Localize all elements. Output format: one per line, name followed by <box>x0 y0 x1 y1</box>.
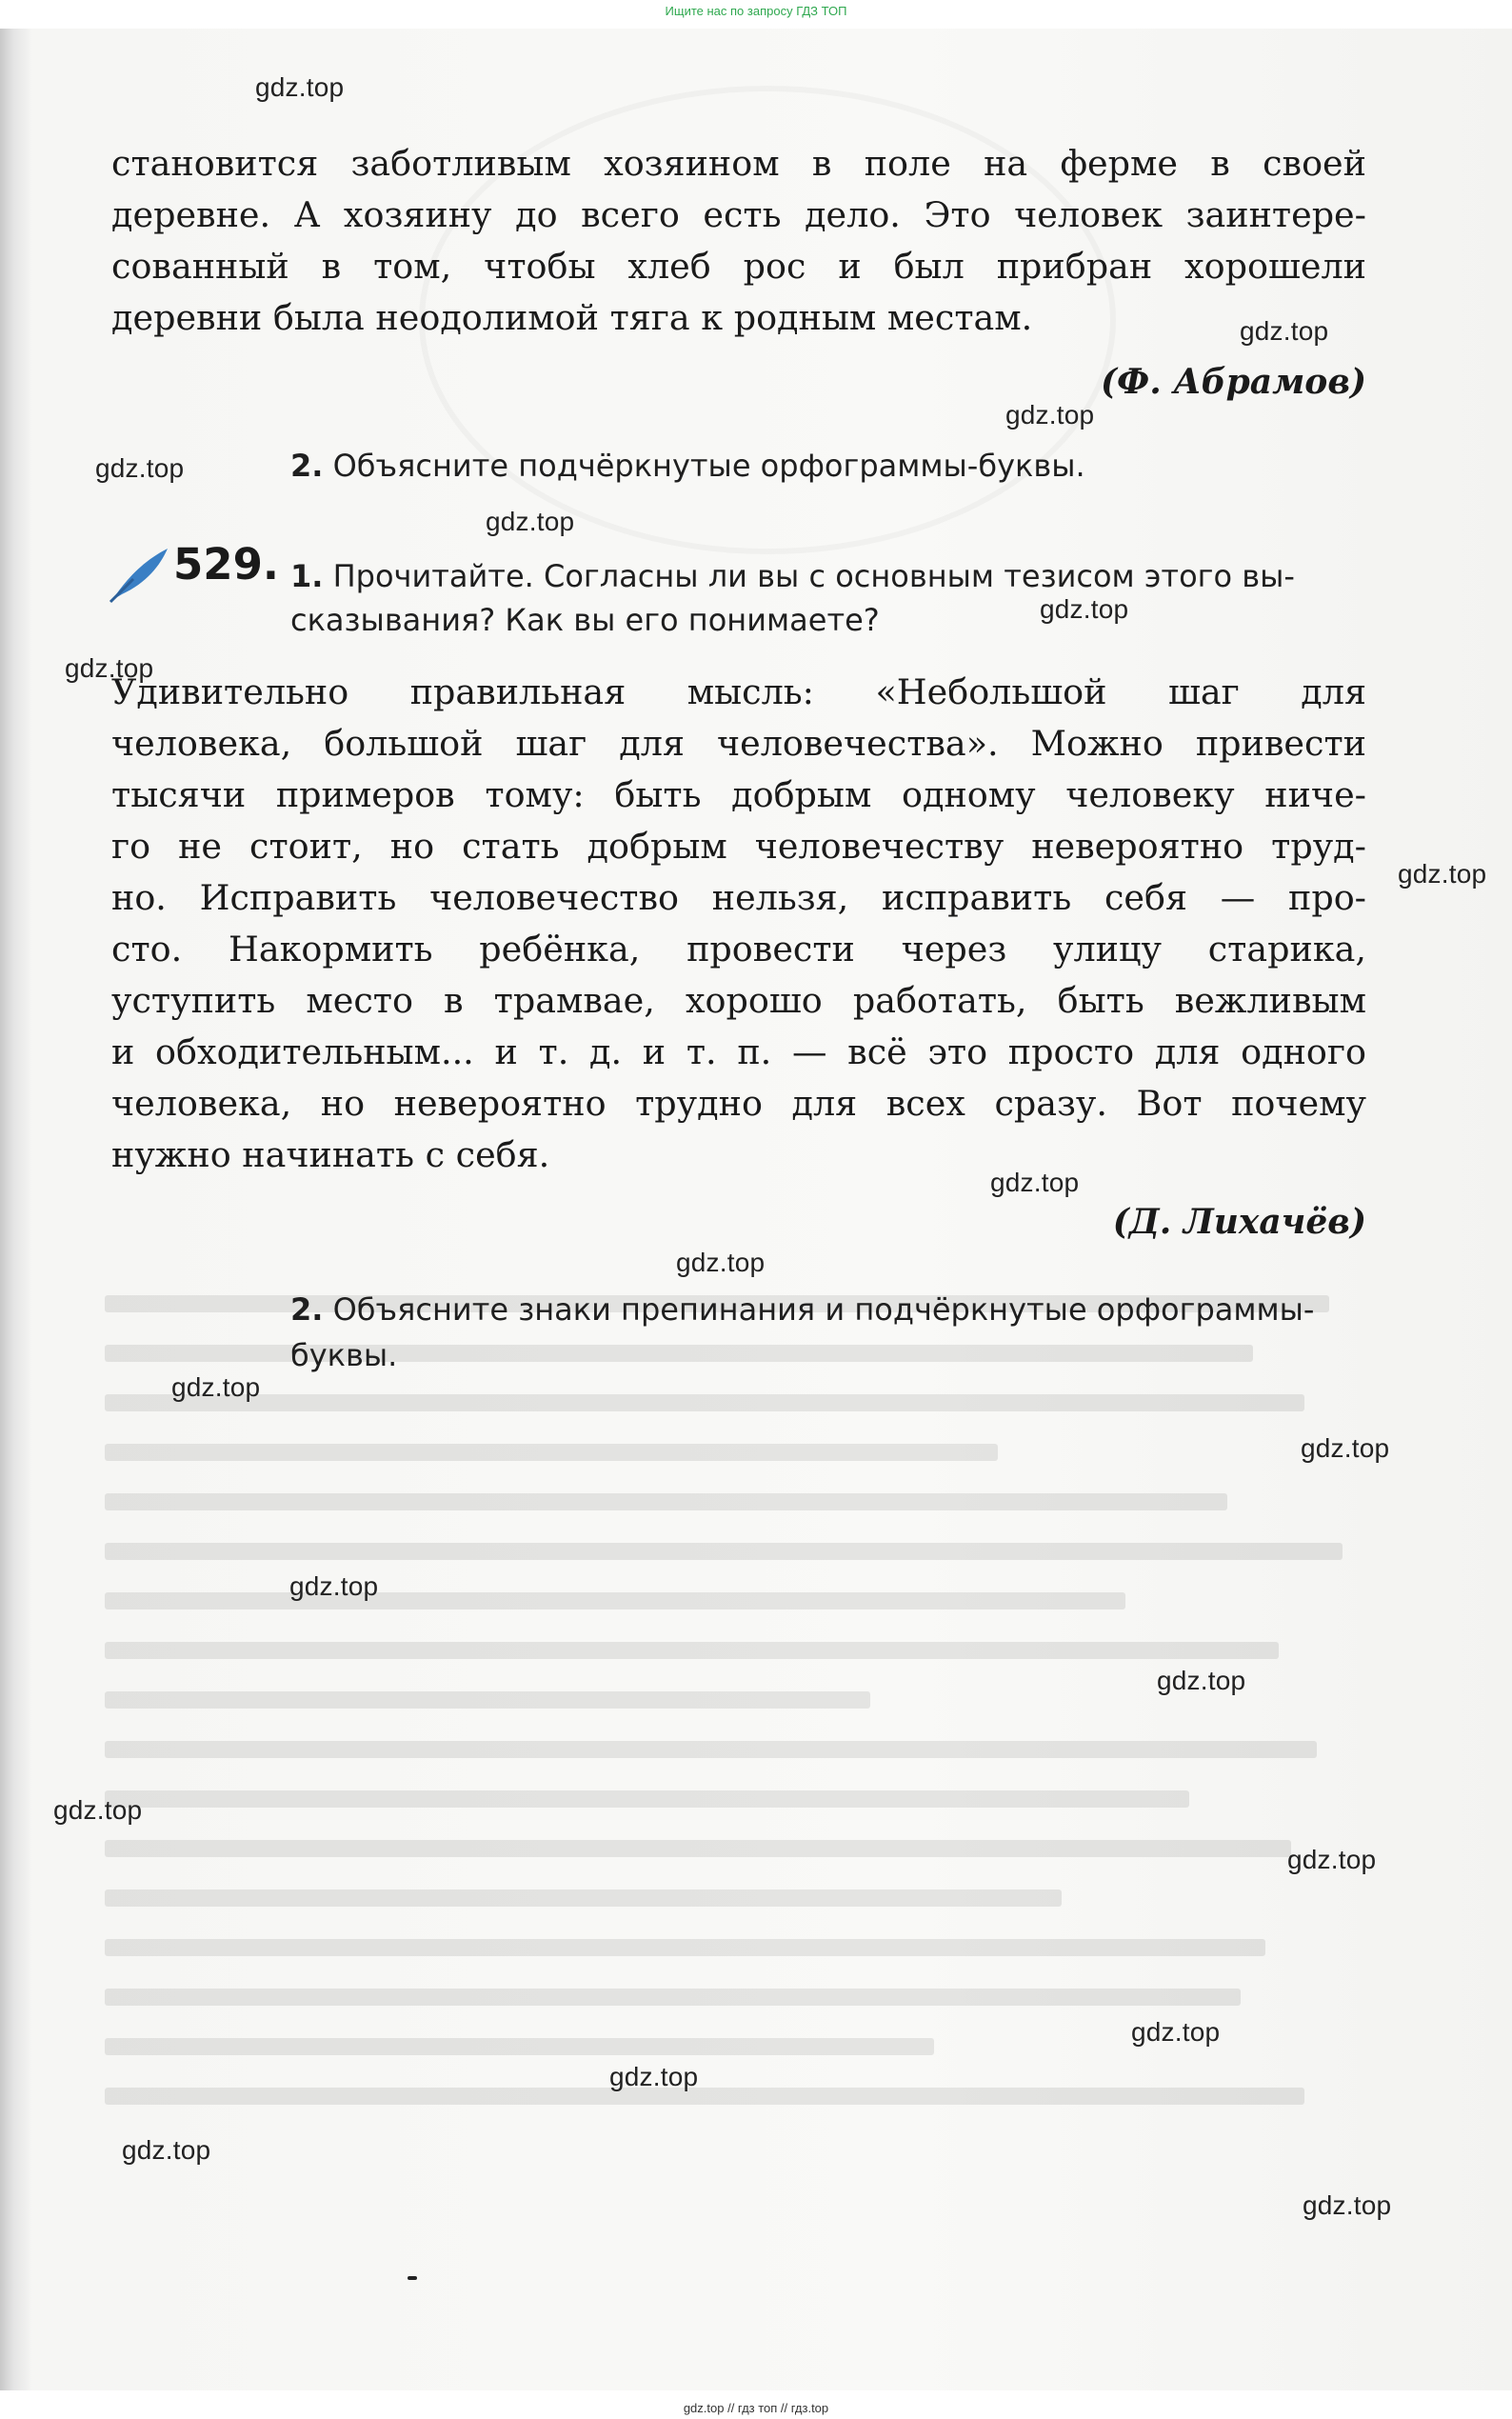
watermark: gdz.top <box>171 1372 261 1402</box>
watermark: gdz.top <box>289 1571 379 1601</box>
text-line: тысячи примеров тому: быть добрым одному человеку ниче- <box>111 774 1366 815</box>
watermark: gdz.top <box>609 2062 699 2091</box>
watermark: gdz.top <box>1303 2190 1392 2220</box>
text-line: нужно начинать с себя. <box>111 1134 550 1175</box>
watermark: gdz.top <box>990 1168 1080 1197</box>
watermark: gdz.top <box>1240 316 1329 346</box>
text-line: но. Исправить человечество нельзя, исправить себя — про- <box>111 877 1366 918</box>
task-529-1-line: сказывания? Как вы его понимаете? <box>290 602 880 638</box>
author-likhachev: (Д. Лихачёв) <box>1112 1202 1366 1242</box>
bleed-through-text <box>105 1295 1381 2200</box>
author-abramov: (Ф. Абрамов) <box>1101 362 1366 402</box>
task-number: 2. <box>290 1291 324 1328</box>
task-528-2 <box>290 448 1085 484</box>
exercise-number: 529. <box>173 539 280 590</box>
text-line: и обходительным... и т. д. и т. п. — всё это просто для одного <box>111 1031 1366 1072</box>
text-line: Удивительно правильная мысль: «Небольшой шаг для <box>111 671 1366 712</box>
text-line: человека, большой шаг для человечества». Можно привести <box>111 723 1366 764</box>
task-number: 2. <box>290 448 324 484</box>
watermark: gdz.top <box>676 1248 766 1277</box>
watermark: gdz.top <box>255 72 345 102</box>
text-line: уступить место в трамвае, хорошо работать, быть вежливым <box>111 980 1366 1021</box>
text-line: деревне. А хозяину до всего есть дело. Это человек заинтере- <box>111 194 1366 235</box>
watermark: gdz.top <box>95 453 185 483</box>
feather-icon <box>105 545 171 604</box>
text-line: сованный в том, чтобы хлеб рос и был прибран хорошели <box>111 246 1366 287</box>
print-speck <box>408 2276 417 2280</box>
task-529-1-line <box>290 558 1295 594</box>
task-529-2-line: буквы. <box>290 1337 398 1373</box>
task-number: 1. <box>290 558 324 594</box>
watermark: gdz.top <box>1398 859 1487 889</box>
watermark: gdz.top <box>1040 594 1129 624</box>
task-529-2-line <box>290 1291 1314 1328</box>
text-line: человека, но невероятно трудно для всех сразу. Вот почему <box>111 1083 1366 1124</box>
task-text: Объясните знаки препинания и подчёркнутые орфограммы- <box>332 1291 1315 1328</box>
top-banner[interactable]: Ищите нас по запросу ГДЗ ТОП <box>665 4 847 18</box>
watermark: gdz.top <box>1301 1433 1390 1463</box>
watermark: gdz.top <box>1005 400 1095 430</box>
watermark: gdz.top <box>122 2135 211 2165</box>
watermark: gdz.top <box>1157 1666 1246 1695</box>
task-text: Прочитайте. Согласны ли вы с основным тезисом этого вы- <box>332 558 1295 594</box>
text-line: становится заботливым хозяином в поле на ферме в своей <box>111 143 1366 184</box>
watermark: gdz.top <box>1131 2017 1221 2047</box>
text-line: сто. Накормить ребёнка, провести через улицу старика, <box>111 929 1366 970</box>
text-line: го не стоит, но стать добрым человечеству невероятно труд- <box>111 826 1366 867</box>
text-line: деревни была неодолимой тяга к родным местам. <box>111 297 1033 338</box>
task-text: Объясните подчёркнутые орфограммы-буквы. <box>332 448 1085 484</box>
watermark: gdz.top <box>1287 1845 1377 1874</box>
bottom-banner[interactable]: gdz.top // гдз топ // гдз.top <box>683 2401 829 2415</box>
watermark: gdz.top <box>65 653 154 683</box>
watermark: gdz.top <box>486 507 575 536</box>
watermark: gdz.top <box>53 1795 143 1825</box>
